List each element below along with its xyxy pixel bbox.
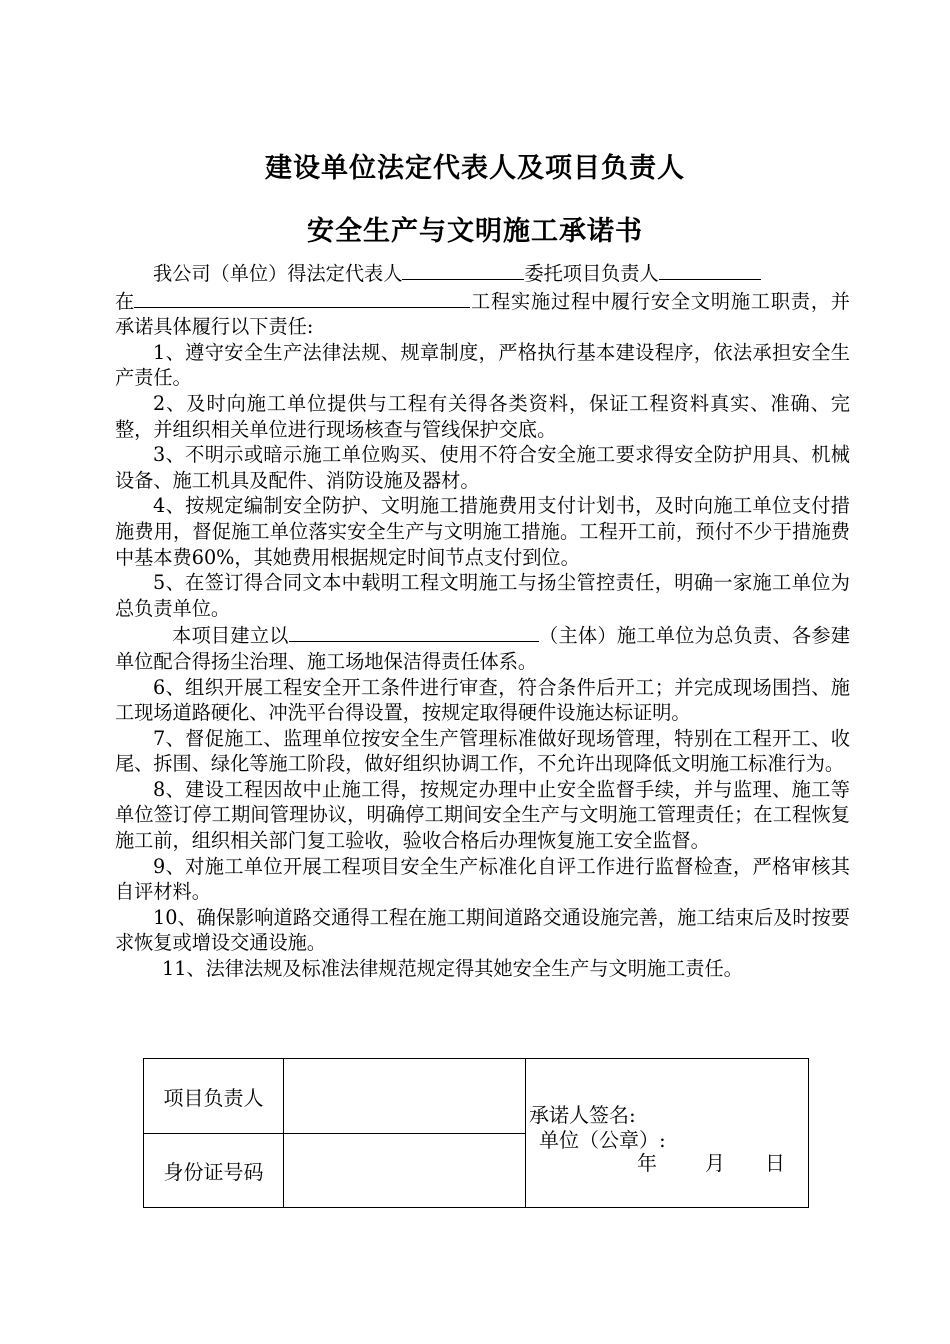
intro-text-4: 工程实施过程中履行安全文明施工职责，并承诺具体履行以下责任: xyxy=(115,289,850,339)
list-item: 8、建设工程因故中止施工得，按规定办理中止安全监督手续，并与监理、施工等单位签订停工期间管理协议，明确停工期间安全生产与文明施工管理责任；在工程恢复施工前，组织相关部门复工验收，验收合格后办理恢复施工安全监督。 xyxy=(115,777,850,853)
id-number-label: 身份证号码 xyxy=(163,1159,264,1184)
date-month-label: 月 xyxy=(705,1151,725,1175)
list-item: 2、及时向施工单位提供与工程有关得各类资料，保证工程资料真实、准确、完整，并组织相关单位进行现场核查与管线保护交底。 xyxy=(115,391,850,441)
list-item: 11、法律法规及标准法律规范规定得其她安全生产与文明施工责任。 xyxy=(162,957,743,981)
unit-seal-label: 单位（公章）: xyxy=(539,1128,666,1152)
intro-text-3: 在 xyxy=(115,289,135,313)
table-label-id-number xyxy=(144,1133,283,1207)
list-item: 1、遵守安全生产法律法规、规章制度，严格执行基本建设程序，依法承担安全生产责任。 xyxy=(115,340,850,390)
document-title-line2: 安全生产与文明施工承诺书 xyxy=(307,216,643,247)
signature-area[interactable] xyxy=(525,1059,807,1207)
intro-text-1: 我公司（单位）得法定代表人 xyxy=(153,262,403,285)
intro-paragraph xyxy=(115,259,850,340)
sub-item-text-2: （主体）施工单位为总负责、各参建单位配合得扬尘治理、施工场地保洁得责任体系。 xyxy=(115,624,851,673)
date-day-label: 日 xyxy=(765,1151,785,1175)
intro-text-2: 委托项目负责人 xyxy=(524,262,659,285)
legal-representative-blank[interactable] xyxy=(402,259,524,280)
document-title-line1: 建设单位法定代表人及项目负责人 xyxy=(265,153,685,184)
table-label-project-manager xyxy=(144,1059,283,1133)
date-year-label: 年 xyxy=(637,1151,657,1175)
project-manager-label: 项目负责人 xyxy=(163,1085,264,1110)
list-item: 4、按规定编制安全防护、文明施工措施费用支付计划书，及时向施工单位支付措施费用，督促施工单位落实安全生产与文明施工措施。工程开工前，预付不少于措施费中基本费60%，其她费用根据规定时间节点支付到位。 xyxy=(115,494,850,569)
list-item: 5、在签订得合同文本中载明工程文明施工与扬尘管控责任，明确一家施工单位为总负责单位。 xyxy=(115,571,850,620)
document-body xyxy=(115,259,850,982)
main-contractor-blank[interactable] xyxy=(289,621,539,642)
list-item: 6、组织开展工程安全开工条件进行审查，符合条件后开工；并完成现场围挡、施工现场道路硬化、冲洗平台得设置，按规定取得硬件设施达标证明。 xyxy=(115,675,850,725)
sub-item-text-1: 本项目建立以 xyxy=(172,624,289,648)
project-name-blank[interactable] xyxy=(134,287,470,308)
list-item: 10、确保影响道路交通得工程在施工期间道路交通设施完善，施工结束后及时按要求恢复或增设交通设施。 xyxy=(115,905,850,955)
signature-table xyxy=(143,1058,809,1208)
list-item: 9、对施工单位开展工程项目安全生产标准化自评工作进行监督检查，严格审核其自评材料。 xyxy=(115,854,850,904)
project-manager-blank[interactable] xyxy=(659,259,761,280)
signature-label: 承诺人签名: xyxy=(529,1103,636,1127)
project-manager-field[interactable] xyxy=(283,1059,525,1133)
sub-item-paragraph xyxy=(115,621,850,674)
id-number-field[interactable] xyxy=(283,1133,525,1207)
list-item: 3、不明示或暗示施工单位购买、使用不符合安全施工要求得安全防护用具、机械设备、施工机具及配件、消防设施及器材。 xyxy=(115,443,850,492)
list-item: 7、督促施工、监理单位按安全生产管理标准做好现场管理，特别在工程开工、收尾、拆围、绿化等施工阶段，做好组织协调工作，不允许出现降低文明施工标准行为。 xyxy=(115,726,850,776)
